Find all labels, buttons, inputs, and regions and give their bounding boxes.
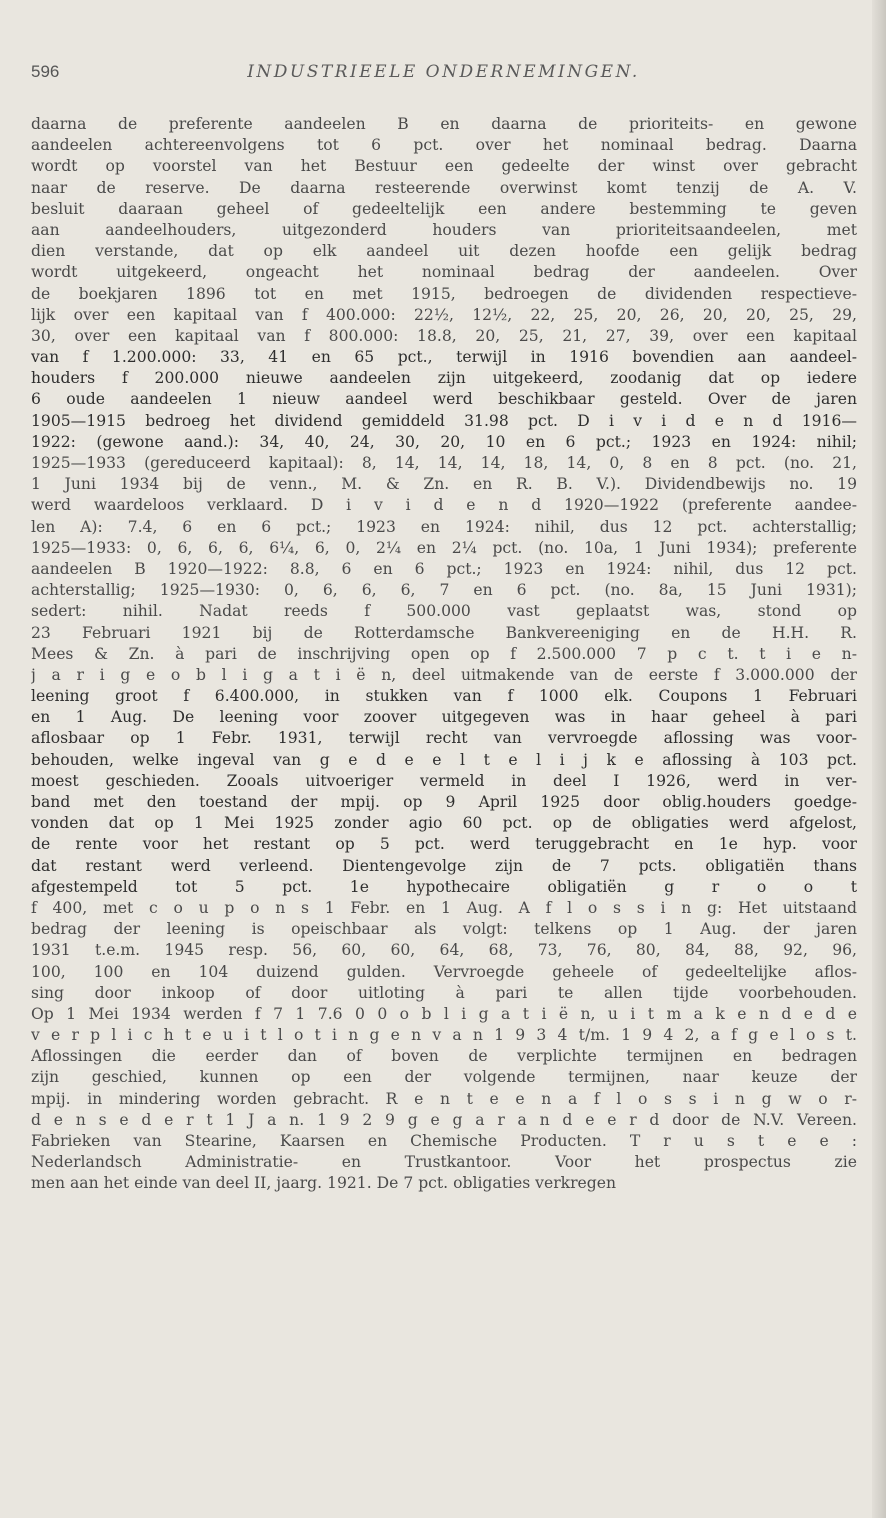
text-line: en 1 Aug. De leening voor zoover uitgegeven was in haar geheel à pari	[31, 708, 857, 727]
text-line: 1 Juni 1934 bij de venn., M. & Zn. en R. B. V.). Dividendbewijs no. 19	[31, 475, 857, 494]
text-line: moest geschieden. Zooals uitvoeriger vermeld in deel I 1926, werd in ver-	[31, 771, 857, 790]
text-line: werd waardeloos verklaard. D i v i d e n d 1920—1922 (preferente aandee-	[31, 496, 857, 515]
text-line: de rente voor het restant op 5 pct. werd teruggebracht en 1e hyp. voor	[31, 835, 857, 854]
text-line: daarna de preferente aandeelen B en daarna de prioriteits- en gewone	[31, 115, 857, 133]
text-line: 1922: (gewone aand.): 34, 40, 24, 30, 20, 10 en 6 pct.; 1923 en 1924: nihil;	[31, 432, 857, 451]
text-line: len A): 7.4, 6 en 6 pct.; 1923 en 1924: nihil, dus 12 pct. achterstallig;	[31, 517, 857, 536]
running-title: INDUSTRIEELE ONDERNEMINGEN.	[247, 62, 640, 82]
text-line: Fabrieken van Stearine, Kaarsen en Chemische Producten. T r u s t e e :	[31, 1132, 857, 1150]
text-line: aandeelen B 1920—1922: 8.8, 6 en 6 pct.; 1923 en 1924: nihil, dus 12 pct.	[31, 559, 857, 578]
text-line: 1925—1933: 0, 6, 6, 6, 6¼, 6, 0, 2¼ en 2¼ pct. (no. 10a, 1 Juni 1934); preferente	[31, 538, 857, 557]
text-line: 30, over een kapitaal van f 800.000: 18.8, 20, 25, 21, 27, 39, over een kapitaal	[31, 326, 857, 345]
text-line: Aflossingen die eerder dan of boven de verplichte termijnen en bedragen	[31, 1047, 857, 1066]
text-line: Nederlandsch Administratie- en Trustkantoor. Voor het prospectus zie	[31, 1153, 857, 1172]
text-line: men aan het einde van deel II, jaarg. 1921. De 7 pct. obligaties verkregen	[31, 1174, 617, 1193]
text-line: aflosbaar op 1 Febr. 1931, terwijl recht van vervroegde aflossing was voor-	[31, 729, 857, 748]
text-line: 1905—1915 bedroeg het dividend gemiddeld 31.98 pct. D i v i d e n d 1916—	[31, 411, 857, 430]
page-edge	[872, 0, 886, 1518]
text-line: behouden, welke ingeval van g e d e e l t e l i j k e aflossing à 103 pct.	[31, 750, 857, 769]
text-line: bedrag der leening is opeischbaar als volgt: telkens op 1 Aug. der jaren	[31, 920, 857, 939]
text-line: zijn geschied, kunnen op een der volgende termijnen, naar keuze der	[31, 1068, 857, 1087]
text-line: vonden dat op 1 Mei 1925 zonder agio 60 pct. op de obligaties werd afgelost,	[31, 814, 857, 833]
text-line: aandeelen achtereenvolgens tot 6 pct. over het nominaal bedrag. Daarna	[31, 136, 857, 155]
text-line: houders f 200.000 nieuwe aandeelen zijn uitgekeerd, zoodanig dat op iedere	[31, 369, 857, 388]
body-text	[31, 114, 857, 1195]
text-line: besluit daaraan geheel of gedeeltelijk een andere bestemming te geven	[31, 199, 857, 218]
text-line: j a r i g e o b l i g a t i ë n, deel uitmakende van de eerste f 3.000.000 der	[31, 665, 857, 684]
text-line: 23 Februari 1921 bij de Rotterdamsche Bankvereeniging en de H.H. R.	[31, 623, 857, 642]
text-line: de boekjaren 1896 tot en met 1915, bedroegen de dividenden respectieve-	[31, 284, 857, 303]
text-line: naar de reserve. De daarna resteerende overwinst komt tenzij de A. V.	[31, 178, 857, 197]
text-line: afgestempeld tot 5 pct. 1e hypothecaire obligatiën g r o o t	[31, 877, 857, 896]
text-line: sing door inkoop of door uitloting à pari te allen tijde voorbehouden.	[31, 983, 857, 1002]
text-line: aan aandeelhouders, uitgezonderd houders van prioriteitsaandeelen, met	[31, 220, 857, 239]
text-line: wordt uitgekeerd, ongeacht het nominaal bedrag der aandeelen. Over	[31, 263, 857, 282]
page-header	[31, 62, 856, 88]
text-line: dien verstande, dat op elk aandeel uit dezen hoofde een gelijk bedrag	[31, 242, 857, 261]
text-line: mpij. in mindering worden gebracht. R e n t e e n a f l o s s i n g w o r-	[31, 1089, 857, 1108]
text-line: wordt op voorstel van het Bestuur een gedeelte der winst over gebracht	[31, 157, 857, 176]
text-line: 1931 t.e.m. 1945 resp. 56, 60, 60, 64, 68, 73, 76, 80, 84, 88, 92, 96,	[31, 941, 857, 960]
text-line: lijk over een kapitaal van f 400.000: 22½, 12½, 22, 25, 20, 26, 20, 20, 25, 29,	[31, 305, 857, 324]
text-line: van f 1.200.000: 33, 41 en 65 pct., terwijl in 1916 bovendien aan aandeel-	[31, 348, 857, 367]
text-line: 6 oude aandeelen 1 nieuw aandeel werd beschikbaar gesteld. Over de jaren	[31, 390, 857, 409]
text-line: 100, 100 en 104 duizend gulden. Vervroegde geheele of gedeeltelijke aflos-	[31, 962, 857, 981]
text-line: 1925—1933 (gereduceerd kapitaal): 8, 14, 14, 14, 18, 14, 0, 8 en 8 pct. (no. 21,	[31, 454, 857, 472]
text-line: band met den toestand der mpij. op 9 April 1925 door oblig.houders goedge-	[31, 793, 857, 811]
text-line: sedert: nihil. Nadat reeds f 500.000 vast geplaatst was, stond op	[31, 602, 857, 621]
text-line: achterstallig; 1925—1930: 0, 6, 6, 6, 7 en 6 pct. (no. 8a, 15 Juni 1931);	[31, 581, 857, 600]
text-line: f 400, met c o u p o n s 1 Febr. en 1 Aug. A f l o s s i n g: Het uitstaand	[31, 898, 857, 917]
text-line: leening groot f 6.400.000, in stukken van f 1000 elk. Coupons 1 Februari	[31, 687, 857, 706]
text-line: Mees & Zn. à pari de inschrijving open op f 2.500.000 7 p c t. t i e n-	[31, 644, 857, 663]
text-line: v e r p l i c h t e u i t l o t i n g e n v a n 1 9 3 4 t/m. 1 9 4 2, a f g e l o s t.	[31, 1026, 857, 1045]
text-line: d e n s e d e r t 1 J a n. 1 9 2 9 g e g a r a n d e e r d door de N.V. Vereen.	[31, 1110, 857, 1129]
text-line: Op 1 Mei 1934 werden f 7 1 7.6 0 0 o b l i g a t i ë n, u i t m a k e n d e d e	[31, 1004, 857, 1023]
text-line: dat restant werd verleend. Dientengevolge zijn de 7 pcts. obligatiën thans	[31, 856, 857, 875]
page-number: 596	[31, 62, 60, 81]
